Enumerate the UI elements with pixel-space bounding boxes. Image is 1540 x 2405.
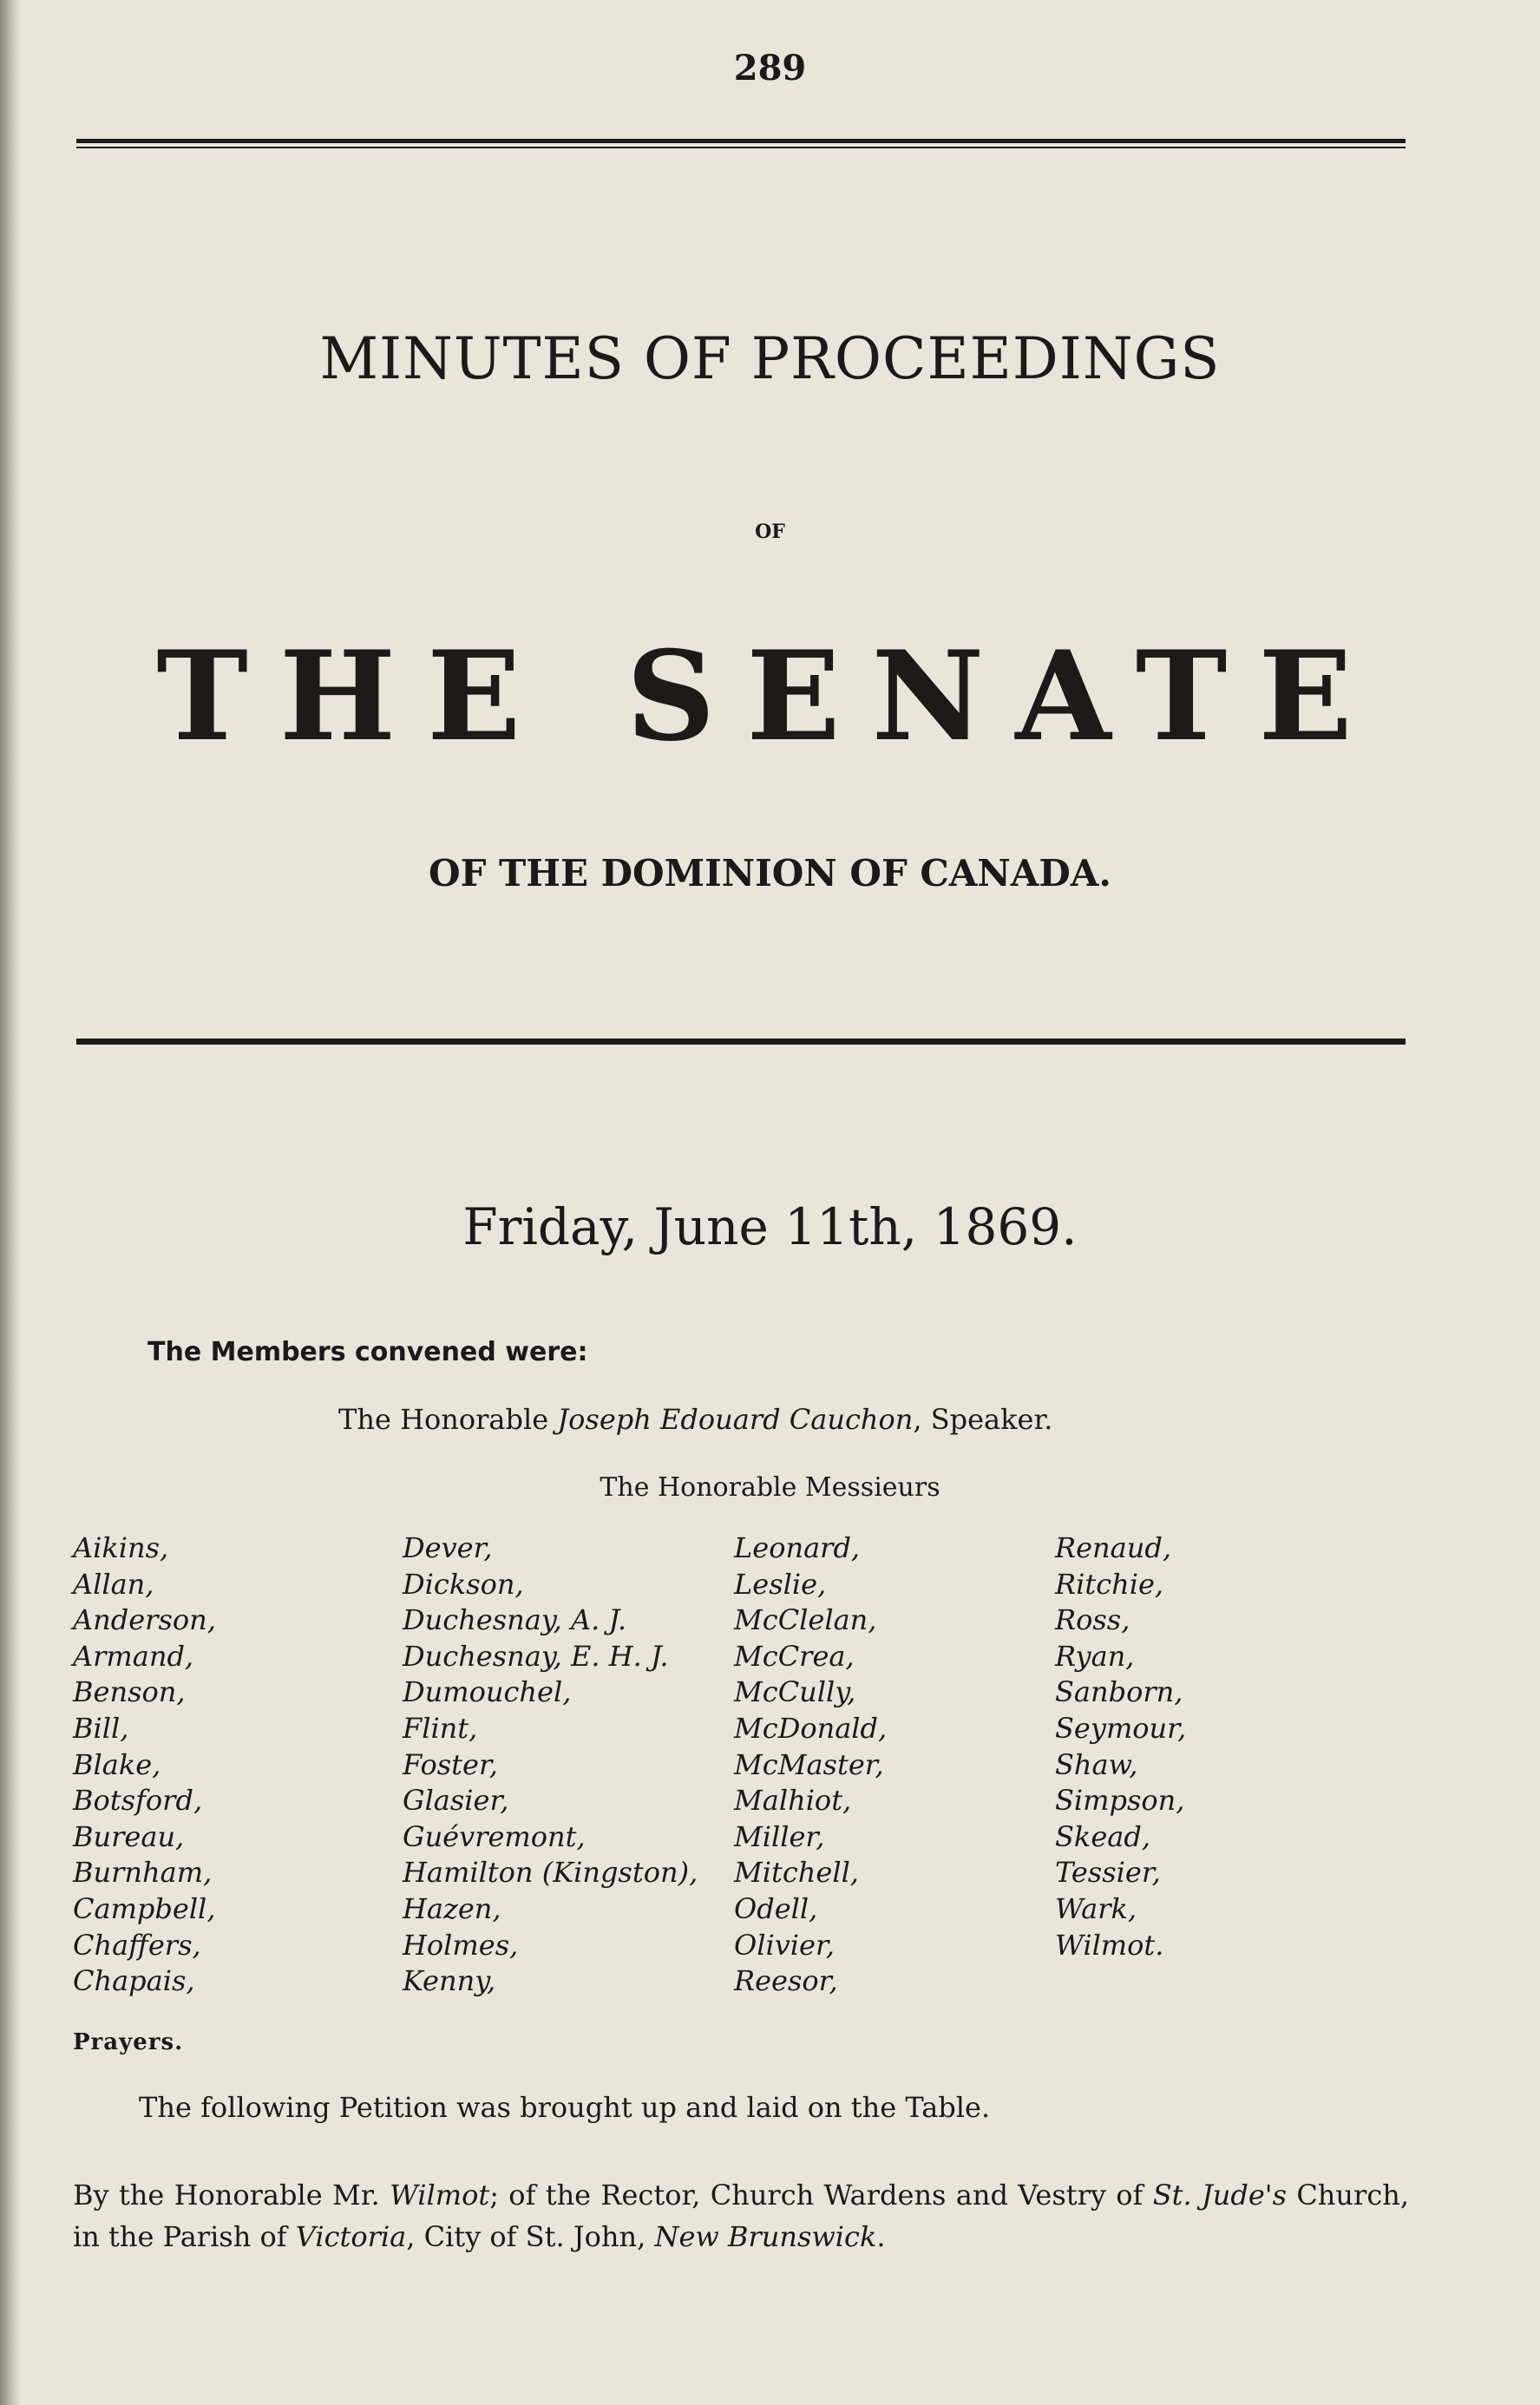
member-name: Seymour, xyxy=(1055,1711,1187,1745)
member-name: Hamilton (Kingston), xyxy=(403,1856,698,1890)
member-name: Allan, xyxy=(73,1567,154,1601)
member-name: Mitchell, xyxy=(734,1856,859,1890)
petition-province-name: New Brunswick xyxy=(654,2220,877,2253)
member-name: Foster, xyxy=(403,1747,498,1781)
member-name: Holmes, xyxy=(403,1928,519,1962)
title-the-senate: THE SENATE xyxy=(156,625,1384,769)
page-number: 289 xyxy=(733,48,807,88)
sitting-date: Friday, June 11th, 1869. xyxy=(462,1197,1078,1256)
member-name: McDonald, xyxy=(734,1711,888,1745)
petition-paragraph xyxy=(73,2174,1409,2258)
member-name: Aikins, xyxy=(73,1531,169,1564)
member-name: Chaffers, xyxy=(73,1928,201,1962)
member-name: Botsford, xyxy=(73,1784,203,1818)
speaker-line xyxy=(338,1403,1052,1436)
member-name: Skead, xyxy=(1055,1819,1150,1853)
member-name: Chapais, xyxy=(73,1964,195,1998)
member-name: McMaster, xyxy=(734,1747,884,1781)
title-minutes-of-proceedings: MINUTES OF PROCEEDINGS xyxy=(319,325,1221,392)
member-name: Wilmot. xyxy=(1055,1928,1164,1962)
members-convened-label: The Members convened were: xyxy=(147,1337,588,1367)
member-name: Dever, xyxy=(403,1531,493,1564)
member-name: Dickson, xyxy=(403,1567,524,1601)
title-dominion-of-canada: OF THE DOMINION OF CANADA. xyxy=(428,852,1112,895)
member-name: Ritchie, xyxy=(1055,1567,1164,1601)
member-name: Blake, xyxy=(73,1747,161,1781)
petition-member-name: Wilmot xyxy=(389,2179,490,2212)
petition-text-4: , City of St. John, xyxy=(406,2220,655,2253)
member-name: Burnham, xyxy=(73,1856,213,1890)
petition-intro: The following Petition was brought up and laid on the Table. xyxy=(139,2091,991,2124)
member-name: Ross, xyxy=(1055,1603,1130,1637)
member-name: Shaw, xyxy=(1055,1747,1138,1781)
member-name: Miller, xyxy=(734,1819,825,1853)
speaker-name: Joseph Edouard Cauchon xyxy=(557,1403,914,1436)
middle-double-rule xyxy=(76,1035,1406,1045)
member-name: Hazen, xyxy=(403,1891,501,1925)
member-name: Odell, xyxy=(734,1891,818,1925)
speaker-prefix: The Honorable xyxy=(338,1403,549,1436)
member-name: Glasier, xyxy=(403,1784,509,1818)
petition-text-2: ; of the Rector, Church Wardens and Vestry of xyxy=(489,2179,1153,2212)
messieurs-heading: The Honorable Messieurs xyxy=(600,1472,940,1503)
member-name: Guévremont, xyxy=(403,1819,586,1853)
member-name: Tessier, xyxy=(1055,1856,1161,1890)
member-name: Renaud, xyxy=(1055,1531,1171,1564)
member-name: Ryan, xyxy=(1055,1639,1135,1673)
top-double-rule xyxy=(76,139,1406,148)
member-name: McCrea, xyxy=(734,1639,855,1673)
prayers-heading: Prayers. xyxy=(73,2029,184,2055)
member-name: Anderson, xyxy=(73,1603,216,1637)
member-name: Duchesnay, E. H. J. xyxy=(403,1639,669,1673)
member-name: Bureau, xyxy=(73,1819,185,1853)
petition-church-name: St. Jude's xyxy=(1152,2179,1288,2212)
petition-parish-name: Victoria xyxy=(295,2220,407,2253)
member-name: Leonard, xyxy=(734,1531,861,1564)
member-name: Flint, xyxy=(403,1711,478,1745)
member-name: Dumouchel, xyxy=(403,1675,572,1709)
petition-text-5: . xyxy=(876,2220,886,2253)
member-name: Malhiot, xyxy=(734,1784,852,1818)
member-name: Kenny, xyxy=(403,1964,496,1998)
petition-text-1: By the Honorable Mr. xyxy=(73,2179,390,2212)
member-name: Sanborn, xyxy=(1055,1675,1183,1709)
members-column-3 xyxy=(734,1530,887,2000)
member-name: Olivier, xyxy=(734,1928,835,1962)
member-name: Campbell, xyxy=(73,1891,216,1925)
member-name: Duchesnay, A. J. xyxy=(403,1603,626,1637)
member-name: Reesor, xyxy=(734,1964,838,1998)
title-of: OF xyxy=(755,521,785,543)
member-name: Armand, xyxy=(73,1639,194,1673)
speaker-suffix: , Speaker. xyxy=(913,1403,1053,1436)
member-name: Bill, xyxy=(73,1711,129,1745)
member-name: McClelan, xyxy=(734,1603,877,1637)
petition-text-3: Church, in the Parish of xyxy=(73,2179,1410,2253)
members-column-4 xyxy=(1055,1530,1186,1963)
members-column-1 xyxy=(73,1530,216,2000)
member-name: Simpson, xyxy=(1055,1784,1185,1818)
members-column-2 xyxy=(403,1530,698,2000)
member-name: Benson, xyxy=(73,1675,186,1709)
member-name: McCully, xyxy=(734,1675,856,1709)
member-name: Wark, xyxy=(1055,1891,1137,1925)
member-name: Leslie, xyxy=(734,1567,827,1601)
